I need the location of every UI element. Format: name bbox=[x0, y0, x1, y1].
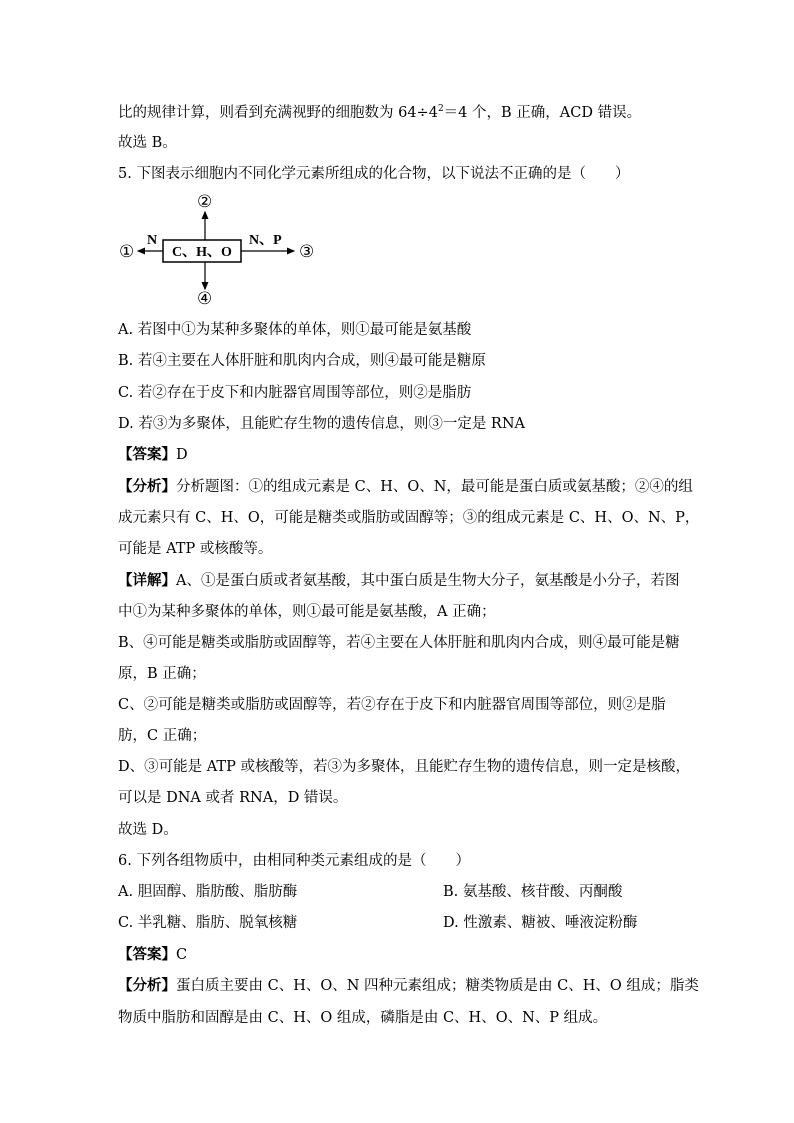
q6-option-d: D. 性激素、糖被、唾液淀粉酶 bbox=[443, 915, 638, 931]
element-compound-diagram bbox=[118, 190, 328, 310]
question-5-stem: 5. 下图表示细胞内不同化学元素所组成的化合物，以下说法不正确的是（ ） bbox=[118, 166, 630, 182]
q6-option-c: C. 半乳糖、脂肪、脱氧核糖 bbox=[118, 915, 298, 931]
q5-analysis-line: 可能是 ATP 或核酸等。 bbox=[118, 541, 273, 557]
text-line: 故选 B。 bbox=[118, 135, 177, 151]
q6-analysis-line: 【分析】蛋白质主要由 C、H、O、N 四种元素组成；糖类物质是由 C、H、O 组成；脂类 bbox=[118, 977, 699, 994]
q5-detail-line: 肪，C 正确； bbox=[118, 728, 207, 744]
q5-option-a: A. 若图中①为某种多聚体的单体，则①最可能是氨基酸 bbox=[118, 322, 472, 338]
question-6-stem: 6. 下列各组物质中，由相同种类元素组成的是（ ） bbox=[118, 853, 470, 869]
q6-analysis-line: 物质中脂肪和固醇是由 C、H、O 组成，磷脂是由 C、H、O、N、P 组成。 bbox=[118, 1010, 608, 1026]
q5-option-c: C. 若②存在于皮下和内脏器官周围等部位，则②是脂肪 bbox=[118, 385, 472, 401]
q5-option-d: D. 若③为多聚体，且能贮存生物的遗传信息，则③一定是 RNA bbox=[118, 416, 526, 432]
q6-option-a: A. 胆固醇、脂肪酸、脂肪酶 bbox=[118, 884, 298, 900]
right-arrow-label: N、P bbox=[249, 233, 282, 248]
center-label: C、H、O bbox=[172, 245, 232, 260]
q5-detail-line: 中①为某种多聚体的单体，则①最可能是氨基酸，A 正确； bbox=[118, 604, 496, 620]
q5-detail-line: 可以是 DNA 或者 RNA，D 错误。 bbox=[118, 790, 348, 806]
node-1: ① bbox=[119, 242, 135, 262]
text-line: 比的规律计算，则看到充满视野的细胞数为 $64\div 4^2=4$ 个，B 正确，ACD 错误。 bbox=[118, 104, 642, 121]
node-4: ④ bbox=[197, 289, 213, 309]
q5-option-b: B. 若④主要在人体肝脏和肌肉内合成，则④最可能是糖原 bbox=[118, 353, 486, 369]
q5-detail-line: 【详解】A、①是蛋白质或者氨基酸，其中蛋白质是生物大分子，氨基酸是小分子，若图 bbox=[118, 572, 680, 589]
q5-analysis-line: 成元素只有 C、H、O，可能是糖类或脂肪或固醇等；③的组成元素是 C、H、O、N、P， bbox=[118, 510, 700, 526]
q5-detail-line: B、④可能是糖类或脂肪或固醇等，若④主要在人体肝脏和肌肉内合成，则④最可能是糖 bbox=[118, 635, 680, 651]
node-2: ② bbox=[197, 192, 213, 212]
q5-conclusion: 故选 D。 bbox=[118, 822, 178, 838]
q5-detail-line: 原，B 正确； bbox=[118, 666, 206, 682]
q5-detail-line: C、②可能是糖类或脂肪或固醇等，若②存在于皮下和内脏器官周围等部位，则②是脂 bbox=[118, 697, 666, 713]
q5-detail-line: D、③可能是 ATP 或核酸等，若③为多聚体，且能贮存生物的遗传信息，则一定是核酸， bbox=[118, 759, 690, 775]
node-3: ③ bbox=[299, 242, 315, 262]
q5-answer: 【答案】D bbox=[118, 446, 188, 463]
left-arrow-label: N bbox=[147, 233, 158, 248]
q6-option-b: B. 氨基酸、核苷酸、丙酮酸 bbox=[443, 884, 623, 900]
q6-answer: 【答案】C bbox=[118, 946, 188, 963]
q5-analysis-line: 【分析】分析题图：①的组成元素是 C、H、O、N，最可能是蛋白质或氨基酸；②④的组 bbox=[118, 478, 693, 495]
